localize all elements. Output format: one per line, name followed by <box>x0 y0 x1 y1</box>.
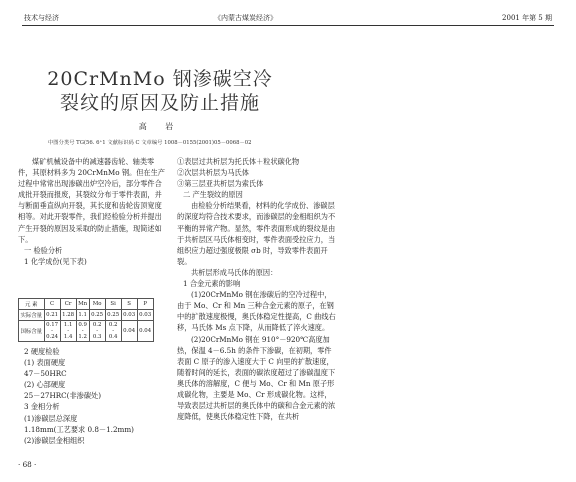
list-item: 25－27HRC(非渗碳处) <box>24 391 102 401</box>
list-item: (1)渗碳层总深度 <box>24 413 78 423</box>
table-header-cell: Cr <box>60 299 76 310</box>
list-item: ①表层过共析层为托氏体＋粒状碳化物 <box>177 157 300 166</box>
subsection-heading: 1 合金元素的影响 <box>183 279 241 289</box>
body-paragraph: (1)20CrMnMo 钢在渗碳后的空冷过程中，由于 Mo、Cr 和 Mn 三种合金元素的原子，在钢中的扩散速度极慢，奥氏体稳定性提高，C 曲线右移，马氏体 Ms 点下降，从而降低了淬火速度。 <box>177 290 336 333</box>
body-paragraph: 由检验分析结果看，材料的化学成份、渗碳层的深度均符合技术要求，而渗碳层的金相组织为不平衡的异常产物。显然，零件表面形成的裂纹是由于共析层区马氏体相变时，零件表面受拉应力，当组织应力超过强度极限 σb 时，导致零件表面开裂。 <box>177 201 336 266</box>
article-title-line-2: 裂纹的原因及防止措施 <box>59 92 260 114</box>
table-header-cell: Mo <box>89 299 105 310</box>
article-title-line-1: 20CrMnMo 钢渗碳空冷 <box>47 68 273 90</box>
table-cell: 0.03 <box>121 310 137 321</box>
table-cell: 国标含量 <box>19 321 45 342</box>
table-header-cell: Mn <box>76 299 89 310</box>
table-cell: 1.1 - 1.4 <box>60 321 76 342</box>
table-cell: 0.03 <box>137 310 153 321</box>
header-section-name: 技术与经济 <box>24 14 59 22</box>
table-header-row <box>19 299 154 310</box>
table-cell: 0.04 <box>121 321 137 342</box>
table-header-cell: 元 素 <box>19 299 45 310</box>
left-column-lower <box>18 346 168 446</box>
right-column <box>177 156 337 422</box>
table-cell: 0.2 - 0.3 <box>89 321 105 342</box>
classification-line: 中图分类号 TG(56. 6⁺1 文献标识码 C 文章编号 1008－0155(2001)05－0068－02 <box>48 140 252 146</box>
table-row <box>19 310 154 321</box>
subsection-heading: 2 硬度检验 <box>24 347 60 356</box>
list-item: 1.18mm(工艺要求 0.8－1.2mm) <box>24 424 134 434</box>
table-cell: 0.17 - 0.24 <box>46 322 59 340</box>
table-cell: 0.25 <box>105 310 121 321</box>
subsection-heading: 3 金相分析 <box>24 402 60 412</box>
table-cell: 实际含量 <box>19 310 45 321</box>
table-header-cell: P <box>137 299 153 310</box>
table-cell: 0.04 <box>137 321 153 342</box>
page-number: · 68 · <box>18 460 37 469</box>
intro-paragraph: 煤矿机械设备中的减速器齿轮、轴类零件，其原材料多为 20CrMnMo 钢。但在生产过程中常常出现渗碳出炉空冷后，部分零件合成批开裂而报废，其裂纹分布于零件表面，并与断面垂直纵向开裂，其长度和齿轮齿顶宽度相等。对此开裂零件，我们经检验分析并提出产生开裂的原因及采取的防止措施，现简述如下。 <box>18 157 165 244</box>
table-header-cell: S <box>121 299 137 310</box>
list-item: (2)渗碳层金相组织 <box>24 435 85 445</box>
article-author: 高 岩 <box>138 122 182 131</box>
header-issue: 2001 年第 5 期 <box>502 14 552 22</box>
table-cell: 0.2 - 0.4 <box>105 321 121 342</box>
composition-table <box>18 298 154 342</box>
section-heading: 二 产生裂纹的原因 <box>183 190 243 200</box>
table-header-cell: C <box>44 299 60 310</box>
table-cell: 0.25 <box>89 310 105 321</box>
table-row <box>19 321 154 342</box>
body-paragraph: (2)20CrMnMo 钢在 910°－920℃高度加热，保温 4－6.5h 的条件下渗碳，在初期，零件表面 C 原子的渗入速度大于 C 向里的扩散速度，随着时间的延长，表面的碳浓度超过了渗碳温度下奥氏体的溶解度，C 便与 Mo、Cr 和 Mn 原子形成碳化物，主要是 Mo、Cr 形成碳化物。这样，导致表层过共析层的奥氏体中的碳和合金元素的浓度降低，使奥氏体稳定性下降，在共析 <box>177 334 336 422</box>
list-item: (1) 表面硬度 <box>24 358 66 368</box>
table-cell: 1.28 <box>60 310 76 321</box>
subsection-heading: 1 化学成份(见下表) <box>24 256 87 266</box>
left-column <box>18 156 168 267</box>
list-item: ③第三层亚共析层为索氏体 <box>177 179 264 189</box>
table-cell: 1.1 <box>76 310 89 321</box>
list-item: 47－50HRC <box>24 369 67 379</box>
table-cell: 0.21 <box>44 310 60 321</box>
list-item: ②次层共析层为马氏体 <box>177 168 249 178</box>
body-paragraph: 共析层形成马氏体的原因： <box>191 267 278 277</box>
section-heading: 一 检验分析 <box>24 245 63 255</box>
table-cell: 0.9 - 1.2 <box>76 321 89 342</box>
table-header-cell: Si <box>105 299 121 310</box>
list-item: (2) 心部硬度 <box>24 380 66 390</box>
header-rule <box>22 25 554 26</box>
header-journal-name: 《内蒙古煤炭经济》 <box>214 14 277 22</box>
